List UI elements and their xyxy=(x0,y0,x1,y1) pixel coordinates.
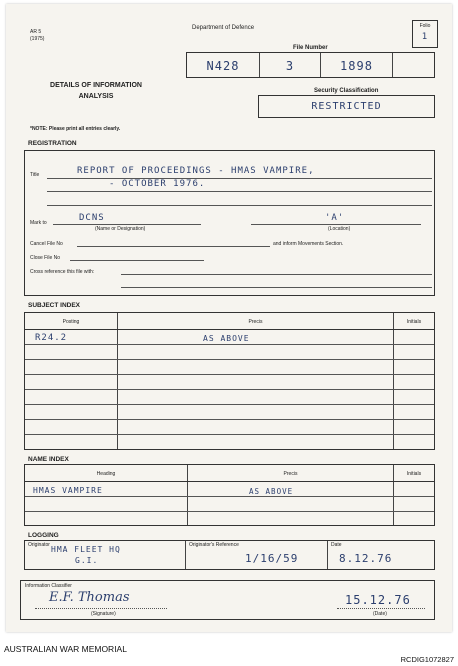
name-index-table xyxy=(24,464,435,526)
folio-box xyxy=(412,20,438,48)
mark-to-value: DCNS xyxy=(79,213,105,223)
classifier-box xyxy=(20,580,435,620)
logging-heading: LOGGING xyxy=(28,532,59,539)
title-line1: REPORT OF PROCEEDINGS - HMAS VAMPIRE, xyxy=(77,166,315,176)
security-value: RESTRICTED xyxy=(311,101,382,112)
classifier-date-value: 15.12.76 xyxy=(345,593,411,607)
logging-date-value: 8.12.76 xyxy=(339,552,393,565)
folio-label: Folio xyxy=(419,23,431,29)
subject-row-posting: R24.2 xyxy=(35,333,68,343)
print-note: *NOTE: Please print all entries clearly. xyxy=(30,126,121,132)
file-number-label: File Number xyxy=(293,45,328,51)
name-designation-label: (Name or Designation) xyxy=(95,226,146,232)
classifier-label: Information Classifier xyxy=(25,583,72,589)
name-index-heading: NAME INDEX xyxy=(28,456,69,463)
originator-value-1: HMA FLEET HQ xyxy=(51,545,121,554)
footer-record-id: RCDIG1072827 xyxy=(400,655,454,664)
form-title-line1: DETAILS OF INFORMATION xyxy=(50,82,142,89)
title-label: Title xyxy=(30,172,40,178)
originator-label: Originator xyxy=(28,542,50,548)
subject-row-precis: AS ABOVE xyxy=(203,334,250,343)
subject-index-heading: SUBJECT INDEX xyxy=(28,302,81,309)
department-label: Department of Defence xyxy=(192,25,255,31)
reference-label: Originator's Reference xyxy=(189,542,239,548)
date-label: Date xyxy=(331,542,342,548)
security-box xyxy=(258,95,435,118)
cancel-file-label: Cancel File No xyxy=(30,241,63,247)
security-label: Security Classification xyxy=(314,88,379,94)
reference-value: 1/16/59 xyxy=(245,552,299,565)
title-line2: - OCTOBER 1976. xyxy=(109,179,206,189)
registration-heading: REGISTRATION xyxy=(28,140,77,147)
close-file-label: Close File No xyxy=(30,255,61,261)
name-row-precis: AS ABOVE xyxy=(249,487,294,496)
name-row-heading: HMAS VAMPIRE xyxy=(33,486,103,495)
logging-box xyxy=(24,540,435,570)
location-label: (Location) xyxy=(328,226,351,232)
file-number-box xyxy=(186,52,435,78)
subject-col-posting: Posting xyxy=(62,319,80,325)
form-code: AR 5 xyxy=(30,29,42,35)
file-number-part-3: 1898 xyxy=(340,59,373,73)
registration-box xyxy=(24,150,435,296)
signature-label: (Signature) xyxy=(91,611,116,617)
originator-value-2: G.I. xyxy=(75,556,99,565)
subject-index-table xyxy=(24,312,435,450)
location-value: 'A' xyxy=(325,213,345,223)
cross-reference-label: Cross reference this file with: xyxy=(30,269,95,275)
form-title-line2: ANALYSIS xyxy=(78,93,114,100)
footer-archive-name: AUSTRALIAN WAR MEMORIAL xyxy=(4,644,127,654)
classifier-signature: E.F. Thomas xyxy=(49,590,130,605)
file-number-part-1: N428 xyxy=(206,59,240,73)
inform-movements-label: and inform Movements Section. xyxy=(273,241,344,247)
name-col-initials: Initials xyxy=(406,471,422,477)
mark-to-label: Mark to xyxy=(30,220,47,226)
classifier-date-label: (Date) xyxy=(373,611,387,617)
name-col-precis: Precis xyxy=(283,471,298,477)
form-page xyxy=(6,4,452,632)
file-number-part-2: 3 xyxy=(285,59,295,73)
form-year: (1975) xyxy=(30,36,45,42)
subject-col-precis: Precis xyxy=(248,319,263,325)
subject-col-initials: Initials xyxy=(406,319,422,325)
folio-value: 1 xyxy=(421,32,429,42)
name-col-heading: Heading xyxy=(96,471,116,477)
